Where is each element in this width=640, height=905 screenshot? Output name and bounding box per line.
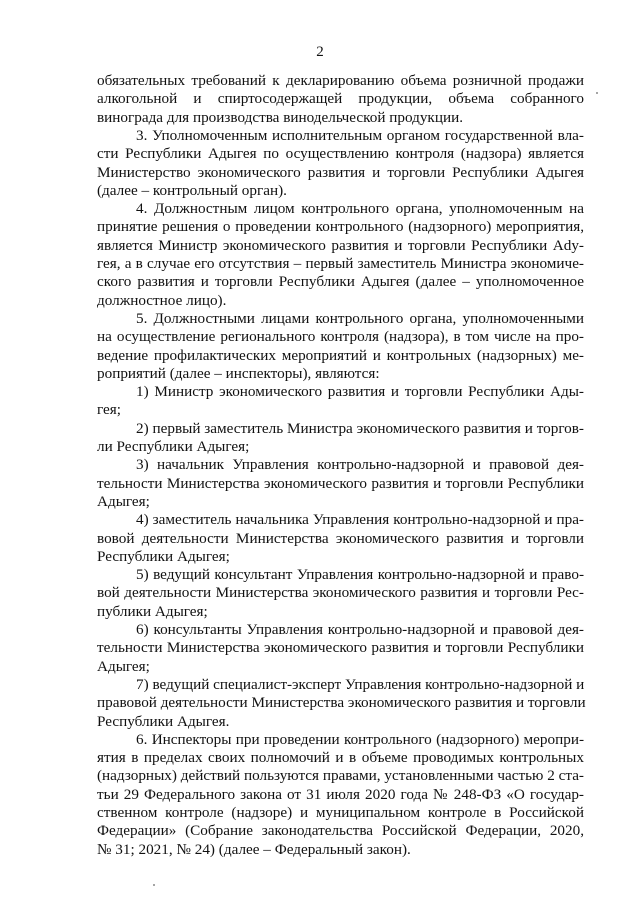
- page-number: 2: [316, 44, 324, 60]
- text-line: (далее – контрольный орган).: [97, 181, 287, 199]
- text-line: правовой деятельности Министерства экономического развития и торговли: [97, 694, 586, 712]
- text-line: ведение профилактических мероприятий и контрольных (надзорных) ме-: [97, 346, 584, 364]
- text-line: тельности Министерства экономического развития и торговли Республики: [97, 639, 584, 657]
- text-line: ятия в пределах своих полномочий и в объеме проводимых контрольных: [97, 749, 584, 767]
- text-line: Федерации» (Собрание законодательства Российской Федерации, 2020,: [97, 822, 584, 840]
- text-line: должностное лицо).: [97, 291, 227, 309]
- text-line: 4) заместитель начальника Управления контрольно-надзорной и пра-: [136, 511, 584, 529]
- text-line: 5) ведущий консультант Управления контрольно-надзорной и право-: [136, 566, 584, 584]
- text-line: 3) начальник Управления контрольно-надзорной и правовой дея-: [136, 456, 584, 474]
- text-line: (надзорных) действий пользуются правами, установленными частью 2 ста-: [97, 767, 584, 785]
- text-line: вой деятельности Министерства экономического развития и торговли Рес-: [97, 584, 584, 602]
- text-line: 6. Инспекторы при проведении контрольного (надзорного) меропри-: [136, 730, 584, 748]
- text-line: Республики Адыгея;: [97, 547, 230, 565]
- text-line: винограда для производства винодельческой продукции.: [97, 108, 463, 126]
- text-line: алкогольной и спиртосодержащей продукции, объема собранного: [97, 90, 584, 108]
- text-line: 3. Уполномоченным исполнительным органом государственной вла-: [136, 126, 584, 144]
- text-line: сти Республики Адыгея по осуществлению контроля (надзора) является: [97, 145, 584, 163]
- text-line: 2) первый заместитель Министра экономического развития и торгов-: [136, 419, 584, 437]
- text-line: роприятий (далее – инспекторы), являются:: [97, 364, 380, 382]
- text-line: принятие решения о проведении контрольного (надзорного) мероприятия,: [97, 218, 584, 236]
- text-line: вовой деятельности Министерства экономического развития и торговли: [97, 529, 584, 547]
- text-line: Министерство экономического развития и торговли Республики Адыгея: [97, 163, 584, 181]
- text-line: ли Республики Адыгея;: [97, 438, 250, 455]
- text-line: ственном контроле (надзоре) и муниципальном контроле в Российской: [97, 804, 584, 821]
- text-line: гея, а в случае его отсутствия – первый заместитель Министра экономиче-: [97, 255, 584, 272]
- text-line: на осуществление регионального контроля (надзора), в том числе на про-: [97, 328, 584, 346]
- text-line: 7) ведущий специалист-эксперт Управления контрольно-надзорной и: [136, 675, 585, 693]
- text-line: № 31; 2021, № 24) (далее – Федеральный закон).: [97, 840, 411, 858]
- text-line: 5. Должностными лицами контрольного органа, уполномоченными: [136, 309, 584, 327]
- text-line: 1) Министр экономического развития и торговли Республики Ады-: [136, 383, 584, 401]
- text-line: Республики Адыгея.: [97, 712, 230, 730]
- text-line: тьи 29 Федерального закона от 31 июля 2020 года № 248-ФЗ «О государ-: [97, 785, 584, 803]
- text-line: Адыгея;: [97, 492, 150, 510]
- text-line: тельности Министерства экономического развития и торговли Республики: [97, 474, 584, 492]
- text-line: 6) консультанты Управления контрольно-надзорной и правовой дея-: [136, 621, 584, 638]
- text-line: публики Адыгея;: [97, 602, 208, 620]
- scan-speck: [153, 884, 155, 886]
- text-line: обязательных требований к декларированию объема розничной продажи: [97, 72, 584, 89]
- text-line: является Министр экономического развития и торговли Республики Ady-: [97, 236, 584, 254]
- scan-speck: [596, 92, 598, 94]
- text-line: 4. Должностным лицом контрольного органа, уполномоченным на: [136, 200, 584, 218]
- text-line: Адыгея;: [97, 657, 150, 675]
- text-line: гея;: [97, 401, 121, 419]
- text-line: ского развития и торговли Республики Адыгея (далее – уполномоченное: [97, 273, 584, 291]
